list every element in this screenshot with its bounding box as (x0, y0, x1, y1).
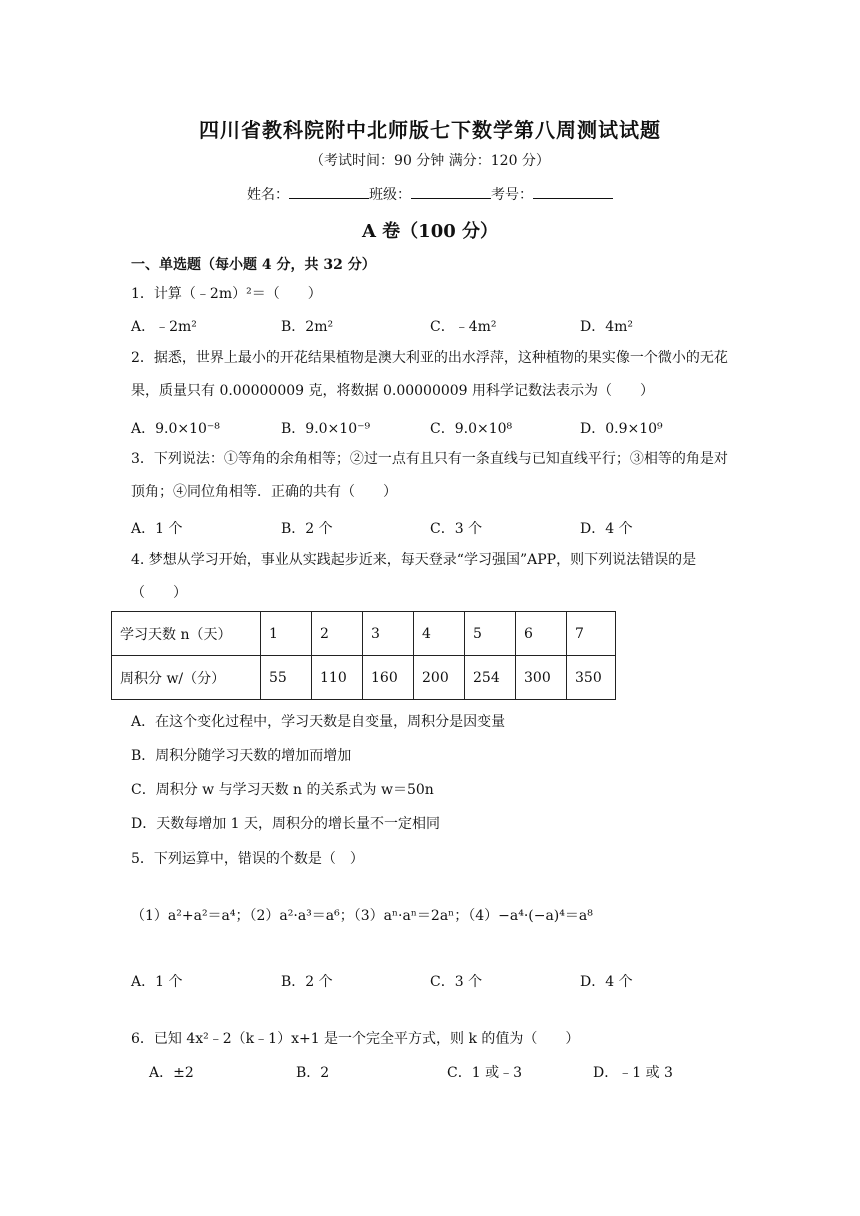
q1-option-b: B．2m² (281, 319, 334, 335)
page-title: 四川省教科院附中北师版七下数学第八周测试试题 (199, 118, 661, 142)
table-cell: 200 (414, 656, 465, 700)
q2-option-c: C．9.0×10⁸ (430, 421, 513, 437)
q4-data-table (111, 611, 616, 700)
q6-option-d: D．﹣1 或 3 (593, 1065, 673, 1081)
table-cell: 2 (312, 612, 363, 656)
number-blank[interactable] (533, 185, 613, 199)
exam-subtitle: （考试时间：90 分钟 满分：120 分） (310, 153, 550, 169)
q3-stem: 3．下列说法：①等角的余角相等；②过一点有且只有一条直线与已知直线平行；③相等的角是对顶角；④同位角相等．正确的共有（ ） (131, 451, 728, 500)
section-a-heading: A 卷（100 分） (361, 221, 499, 242)
q3-option-c: C．3 个 (430, 521, 483, 537)
q4-option-b: B．周积分随学习天数的增加而增加 (131, 748, 352, 764)
q5-option-b: B．2 个 (281, 974, 333, 990)
q4-option-c: C．周积分 w 与学习天数 n 的关系式为 w＝50n (131, 782, 434, 798)
number-label: 考号： (491, 187, 533, 203)
table-cell: 350 (567, 656, 616, 700)
q3-option-a: A．1 个 (131, 521, 183, 537)
class-label: 班级： (369, 187, 411, 203)
q1-option-c: C．﹣4m² (430, 319, 497, 335)
table-row-label: 学习天数 n（天） (112, 612, 261, 656)
table-cell: 5 (465, 612, 516, 656)
q3-option-b: B．2 个 (281, 521, 333, 537)
q5-stem: 5．下列运算中，错误的个数是（ ） (131, 851, 364, 867)
table-cell: 110 (312, 656, 363, 700)
table-cell: 4 (414, 612, 465, 656)
q6-option-b: B．2 (296, 1065, 330, 1081)
q3-option-d: D．4 个 (580, 521, 633, 537)
table-cell: 55 (261, 656, 312, 700)
table-row-label: 周积分 w/（分） (112, 656, 261, 700)
table-cell: 160 (363, 656, 414, 700)
q6-option-a: A．±2 (149, 1065, 194, 1081)
table-cell: 254 (465, 656, 516, 700)
name-label: 姓名： (247, 187, 289, 203)
q2-option-b: B．9.0×10⁻⁹ (281, 421, 371, 437)
table-cell: 7 (567, 612, 616, 656)
table-row (112, 656, 616, 700)
q4-option-a: A．在这个变化过程中，学习天数是自变量，周积分是因变量 (131, 714, 506, 730)
q5-option-a: A．1 个 (131, 974, 183, 990)
q1-option-a: A．﹣2m² (131, 319, 197, 335)
table-cell: 3 (363, 612, 414, 656)
q6-stem: 6．已知 4x²﹣2（k﹣1）x+1 是一个完全平方式，则 k 的值为（ ） (131, 1031, 580, 1047)
q1-option-d: D．4m² (580, 319, 634, 335)
q2-option-d: D．0.9×10⁹ (580, 421, 663, 437)
table-cell: 300 (516, 656, 567, 700)
q5-option-c: C．3 个 (430, 974, 483, 990)
class-blank[interactable] (411, 185, 491, 199)
table-cell: 1 (261, 612, 312, 656)
q4-stem: 4. 梦想从学习开始，事业从实践起步近来，每天登录“学习强国”APP，则下列说法错误的是（ ） (131, 552, 697, 601)
q6-option-c: C．1 或﹣3 (447, 1065, 522, 1081)
q2-stem: 2．据悉，世界上最小的开花结果植物是澳大利亚的出水浮萍，这种植物的果实像一个微小的无花果，质量只有 0.00000009 克，将数据 0.00000009 用科学记数法表示为（ ） (131, 350, 728, 399)
q1-stem: 1．计算（﹣2m）²＝（ ） (131, 286, 322, 302)
name-blank[interactable] (289, 185, 369, 199)
q5-formula: （1）a²+a²＝a⁴；（2）a²·a³＝a⁶；（3）aⁿ·aⁿ＝2aⁿ；（4）−a⁴·(−a)⁴＝a⁸ (131, 908, 593, 924)
q5-option-d: D．4 个 (580, 974, 633, 990)
student-info-line (0, 184, 860, 204)
table-row (112, 612, 616, 656)
table-cell: 6 (516, 612, 567, 656)
q4-option-d: D．天数每增加 1 天，周积分的增长量不一定相同 (131, 816, 441, 832)
q2-option-a: A．9.0×10⁻⁸ (131, 421, 220, 437)
part1-heading: 一、单选题（每小题 4 分，共 32 分） (131, 257, 376, 273)
